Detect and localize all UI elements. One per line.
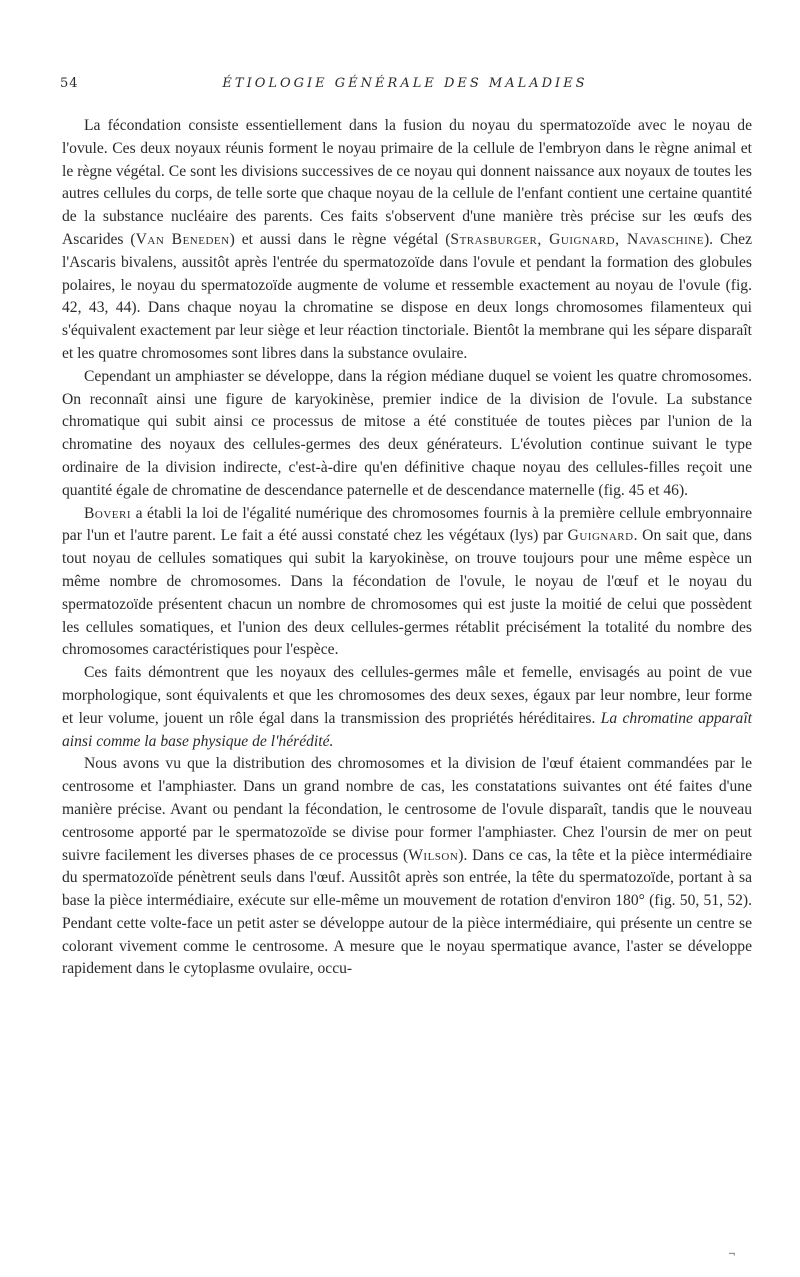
- author-name: Guignard: [567, 527, 634, 545]
- paragraph-3: [62, 503, 752, 663]
- paragraph-text: ). Dans ce cas, la tête et la pièce intermédiaire du spermatozoïde pénètrent seuls dans l'œuf. Aussitôt après son entrée, la tête du spermatozoïde, portant à sa base la pièce intermédiaire, exécute sur elle-même un mouvement de rotation d'environ 180° (fig. 50, 51, 52). Pendant cette volte-face un petit aster se développe autour de la pièce intermédiaire, qui présente un centre se colorant vivement comme le centrosome. A mesure que le noyau spermatique avance, l'aster se développe rapidement dans le cytoplasme ovulaire, occu-: [62, 846, 752, 978]
- page-header: [60, 76, 750, 96]
- paragraph-text: Ces faits démontrent que les noyaux des cellules-germes mâle et femelle, envisagés au point de vue morphologique, sont équivalents et que les chromosomes des deux sexes, égaux par leur nombre, leur forme et leur volume, jouent un rôle égal dans la transmission des propriétés héréditaires.: [62, 664, 752, 727]
- page-number: 54: [60, 76, 79, 91]
- paragraph-text: a établi la loi de l'égalité numérique des chromosomes fournis à la première cellule embryonnaire par l'un et l'autre parent. Le fait a été aussi constaté chez les végétaux (lys) par: [62, 504, 752, 545]
- paragraph-text: ) et aussi dans le règne végétal (: [229, 230, 451, 248]
- italic-statement: La chromatine apparaît ainsi comme la base physique de l'hérédité.: [62, 709, 752, 750]
- author-name: Van Beneden: [135, 230, 230, 248]
- paragraph-text: . On sait que, dans tout noyau de cellules somatiques qui subit la karyokinèse, on trouve toujours pour une même espèce un même nombre de chromosomes. Dans la fécondation de l'ovule, le noyau de l'œuf et le noyau du spermatozoïde présentent chacun un nombre de chromosomes qui est juste la moitié de celui que possèdent les cellules somatiques, et l'union des deux cellules-germes rétablit précisément la totalité du nombre des chromosomes caractéristiques pour l'espèce.: [62, 527, 753, 659]
- author-name: Boveri: [84, 504, 132, 522]
- paragraph-text: ). Chez l'Ascaris bivalens, aussitôt après l'entrée du spermatozoïde dans l'ovule et pendant la formation des globules polaires, le noyau du spermatozoïde augmente de volume et ressemble exactement au noyau de l'ovule (fig. 42, 43, 44). Dans chaque noyau la chromatine se dispose en deux longs chromosomes filamenteux qui s'équivalent exactement par leur siège et leur réaction tinctoriale. Bientôt la membrane qui les sépare disparaît et les quatre chromosomes sont libres dans la substance ovulaire.: [62, 230, 752, 362]
- paragraph-2: [62, 366, 752, 503]
- author-names: Strasburger, Guignard, Navaschine: [450, 230, 704, 248]
- body-text: [62, 115, 752, 981]
- paragraph-text: Nous avons vu que la distribution des chromosomes et la division de l'œuf étaient commandées par le centrosome et l'amphiaster. Dans un grand nombre de cas, les constatations suivantes ont été faites d'une manière précise. Avant ou pendant la fécondation, le centrosome de l'ovule disparaît, tandis que le nouveau centrosome apporté par le spermatozoïde se divise pour former l'amphiaster. Chez l'oursin de mer on peut suivre facilement les diverses phases de ce processus (: [62, 755, 752, 864]
- footer-mark: ¬: [728, 1250, 736, 1260]
- paragraph-text: Cependant un amphiaster se développe, dans la région médiane duquel se voient les quatre chromosomes. On reconnaît ainsi une figure de karyokinèse, premier indice de la division de l'ovule. La substance chromatique qui subit ainsi ce processus de mitose a été constituée de toutes pièces par l'union de la chromatine des noyaux des cellules-germes des deux générateurs. L'évolution continue suivant le type ordinaire de la division indirecte, c'est-à-dire qu'en définitive chaque noyau des cellules-filles reçoit une quantité égale de chromatine de descendance paternelle et de descendance maternelle (fig. 45 et 46).: [62, 367, 752, 499]
- paragraph-1: [62, 115, 752, 366]
- running-title: ÉTIOLOGIE GÉNÉRALE DES MALADIES: [222, 76, 588, 91]
- author-name: Wilson: [408, 846, 459, 864]
- paragraph-5: [62, 753, 752, 981]
- paragraph-4: [62, 662, 752, 753]
- paragraph-text: La fécondation consiste essentiellement dans la fusion du noyau du spermatozoïde avec le noyau de l'ovule. Ces deux noyaux réunis forment le noyau primaire de la cellule de l'embryon dans le règne animal et le règne végétal. Ce sont les divisions successives de ce noyau qui donnent naissance aux noyaux de toutes les autres cellules du corps, de telle sorte que chaque noyau de la cellule de l'enfant contient une certaine quantité de la substance nucléaire des parents. Ces faits s'observent d'une manière très précise sur les œufs des Ascarides (: [62, 117, 752, 248]
